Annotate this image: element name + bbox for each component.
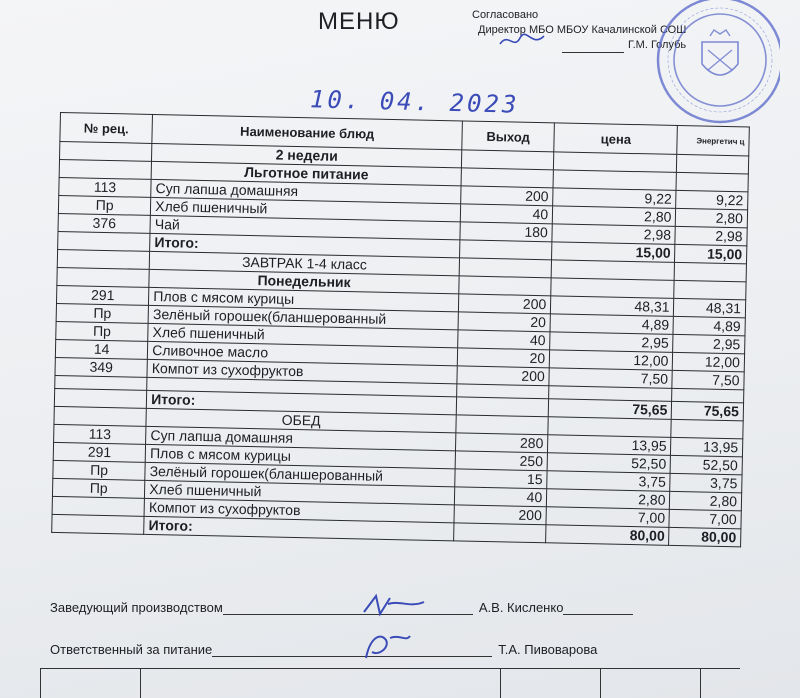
cell-output: 20 — [457, 348, 550, 368]
cell-price: 7,00 — [546, 507, 670, 528]
cell-num: 113 — [59, 177, 152, 197]
footer-line-nutrition — [50, 642, 597, 657]
cell-price: 4,89 — [550, 314, 674, 335]
cell-output: 200 — [458, 294, 551, 314]
cell-num: 349 — [55, 357, 148, 377]
cell-price: 2,80 — [552, 206, 676, 227]
total-energy: 75,65 — [672, 401, 744, 420]
cell-output — [456, 397, 549, 417]
section-label: Понедельник — [149, 269, 459, 293]
cell-num — [52, 496, 145, 516]
cell-output: 180 — [460, 222, 553, 242]
cell-dish-name: Плов с мясом курицы — [149, 287, 459, 311]
col-header-name: Наименование блюд — [152, 114, 462, 149]
cell-energy: 4,89 — [673, 316, 745, 335]
total-price: 80,00 — [546, 525, 670, 546]
section-label: ЗАВТРАК 1-4 класс — [149, 251, 459, 275]
cell-output: 40 — [454, 487, 547, 507]
footer-label-nutrition: Ответственный за питание — [50, 642, 213, 657]
cell-energy: 2,95 — [673, 334, 745, 353]
cell-energy: 48,31 — [674, 298, 746, 317]
cell-energy: 2,98 — [675, 226, 747, 245]
cell-dish-name: Плов с мясом курицы — [145, 444, 455, 468]
cell-num: Пр — [56, 303, 149, 323]
cell-energy — [676, 172, 748, 191]
cell-output: 250 — [455, 451, 548, 471]
cell-num — [57, 267, 150, 287]
cell-energy: 13,95 — [671, 437, 743, 456]
cell-dish-name: Суп лапша домашняя — [151, 179, 461, 203]
cell-energy: 12,00 — [673, 352, 745, 371]
cell-output: 200 — [454, 505, 547, 525]
cell-output: 40 — [460, 204, 553, 224]
cell-num — [54, 406, 147, 426]
footer-label-production: Заведующий производством — [50, 600, 223, 615]
footer-line-production — [50, 600, 633, 615]
cell-energy: 9,22 — [676, 190, 748, 209]
cell-num — [59, 160, 152, 180]
total-energy: 15,00 — [675, 244, 747, 263]
cell-num: 113 — [54, 424, 147, 444]
cell-output — [459, 276, 552, 296]
total-label: Итого: — [150, 233, 460, 257]
total-label: Итого: — [147, 390, 457, 414]
cell-dish-name: Хлеб пшеничный — [145, 480, 455, 504]
cell-num: 376 — [58, 213, 151, 233]
cell-dish-name: Зелёный горошек(бланшерованный — [145, 462, 455, 486]
cell-energy: 2,80 — [676, 208, 748, 227]
cell-dish-name: Хлеб пшеничный — [151, 197, 461, 221]
cell-dish-name: Хлеб пшеничный — [148, 323, 458, 347]
handwritten-date: 10. 04. 2023 — [309, 85, 520, 119]
total-price: 75,65 — [548, 399, 672, 420]
cell-num — [60, 142, 153, 162]
cell-dish-name: Суп лапша домашняя — [146, 426, 456, 450]
director-signature-icon — [498, 30, 548, 52]
total-price: 15,00 — [552, 242, 676, 263]
nutrition-signature-icon — [360, 628, 420, 664]
round-seal-icon — [640, 0, 780, 130]
col-header-price: цена — [554, 123, 678, 155]
cell-num: 14 — [55, 339, 148, 359]
cell-output — [461, 168, 554, 188]
cell-num: Пр — [56, 321, 149, 341]
cell-energy: 2,80 — [670, 491, 742, 510]
col-header-output: Выход — [462, 121, 555, 152]
approval-signer-name: Г.М. Голубь — [628, 39, 687, 51]
cell-energy: 7,50 — [672, 370, 744, 389]
doc-title: МЕНЮ — [318, 8, 400, 35]
cell-output: 15 — [455, 469, 548, 489]
cell-price: 12,00 — [549, 350, 673, 371]
cell-output: 200 — [457, 366, 550, 386]
production-signature-icon — [360, 590, 430, 620]
col-header-num: № рец. — [60, 113, 153, 144]
section-label: ОБЕД — [146, 408, 456, 432]
cell-price: 3,75 — [547, 471, 671, 492]
cell-num — [52, 514, 145, 534]
cell-energy — [677, 154, 749, 173]
cell-energy — [671, 419, 743, 438]
cell-energy: 7,00 — [669, 509, 741, 528]
menu-table — [51, 112, 750, 547]
cell-dish-name: Зелёный горошек(бланшерованный — [148, 305, 458, 329]
cell-num — [58, 231, 151, 251]
cell-num — [57, 249, 150, 269]
cell-dish-name: Чай — [150, 215, 460, 239]
col-header-energy: Энергетич ц — [677, 125, 749, 155]
cell-price: 52,50 — [547, 453, 671, 474]
cell-output — [459, 258, 552, 278]
cell-price: 2,80 — [547, 489, 671, 510]
cell-energy: 3,75 — [670, 473, 742, 492]
cell-num: 291 — [56, 285, 149, 305]
cell-dish-name: Компот из сухофруктов — [144, 498, 454, 522]
approval-label: Согласовано — [472, 9, 539, 21]
cell-output: 200 — [461, 186, 554, 206]
cell-price: 13,95 — [548, 435, 672, 456]
section-label: 2 недели — [152, 143, 462, 167]
cell-output — [454, 523, 547, 543]
cell-price: 48,31 — [551, 296, 675, 317]
table-body — [52, 142, 749, 547]
cell-price: 9,22 — [553, 188, 677, 209]
cell-num: Пр — [53, 460, 146, 480]
cell-price: 2,98 — [552, 224, 676, 245]
cell-energy: 52,50 — [671, 455, 743, 474]
cell-price: 7,50 — [549, 368, 673, 389]
footer-name-nutrition: Т.А. Пивоварова — [498, 642, 598, 657]
cell-num — [54, 388, 147, 408]
cell-output — [461, 150, 554, 170]
cell-dish-name: Компот из сухофруктов — [147, 359, 457, 383]
cell-output — [456, 415, 549, 435]
cell-energy — [675, 262, 747, 281]
total-label: Итого: — [144, 516, 454, 540]
cell-energy — [674, 280, 746, 299]
approval-director: Директор МБО МБОУ Качалинской СОШ — [478, 24, 687, 36]
cell-num: 291 — [53, 442, 146, 462]
bottom-table-edge — [40, 668, 740, 698]
section-label: Льготное питание — [151, 161, 461, 185]
cell-num: Пр — [52, 478, 145, 498]
cell-dish-name: Сливочное масло — [148, 341, 458, 365]
cell-price: 2,95 — [550, 332, 674, 353]
total-energy: 80,00 — [669, 527, 741, 546]
cell-output: 40 — [458, 330, 551, 350]
cell-output: 280 — [455, 433, 548, 453]
cell-output: 20 — [458, 312, 551, 332]
cell-num: Пр — [58, 195, 151, 215]
cell-output — [460, 240, 553, 260]
footer-name-production: А.В. Кисленко — [478, 600, 564, 615]
